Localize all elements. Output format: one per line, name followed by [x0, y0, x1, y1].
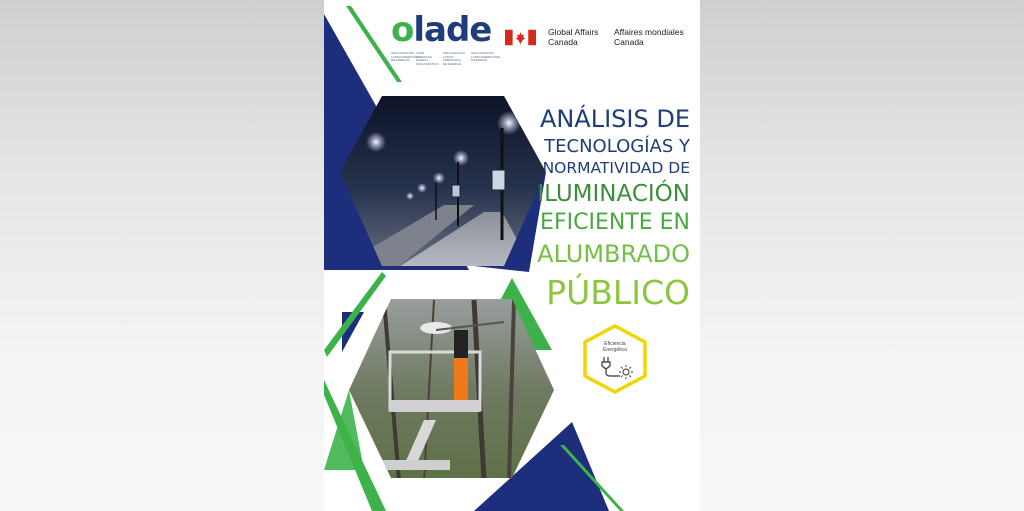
gac-en-line: Global Affairs	[548, 27, 599, 37]
badge-line-1: Eficiencia	[604, 341, 626, 347]
badge-line-2: Energética	[603, 347, 627, 353]
olade-wordmark: olade	[391, 10, 492, 50]
gac-french	[614, 27, 684, 47]
olade-logo	[391, 12, 503, 64]
gac-fr-line: Affaires mondiales	[614, 27, 684, 37]
title-line-6: ALUMBRADO	[537, 240, 690, 268]
logo-tagline: LATIN AMERICAN ENERGY ORGANIZATION	[416, 51, 439, 66]
gac-en-line: Canada	[548, 37, 578, 47]
logo-tagline: ORGANISATION LATINOAMERICAINE D'ENERGIE	[471, 51, 501, 62]
report-cover	[324, 0, 700, 511]
logo-tagline: ORGANIZACIÓN LATINOAMERICANA DE ENERGÍA	[391, 51, 420, 62]
title-line-5: EFICIENTE EN	[540, 210, 690, 235]
logo-tagline: ORGANIZAÇÃO LATINO-AMERICANA DE ENERGIA	[443, 51, 466, 66]
bulb-icon	[618, 364, 634, 380]
title-line-3: NORMATIVIDAD DE	[542, 159, 690, 177]
title-line-2: TECNOLOGÍAS Y	[544, 136, 690, 157]
canada-flag-icon	[505, 29, 536, 46]
title-line-4: ILUMINACIÓN	[537, 181, 690, 207]
energy-efficiency-badge	[582, 324, 648, 394]
gac-english	[548, 27, 598, 47]
gac-fr-line: Canada	[614, 37, 644, 47]
title-line-7: PÚBLICO	[546, 273, 690, 312]
title-line-1: ANÁLISIS DE	[539, 105, 690, 133]
